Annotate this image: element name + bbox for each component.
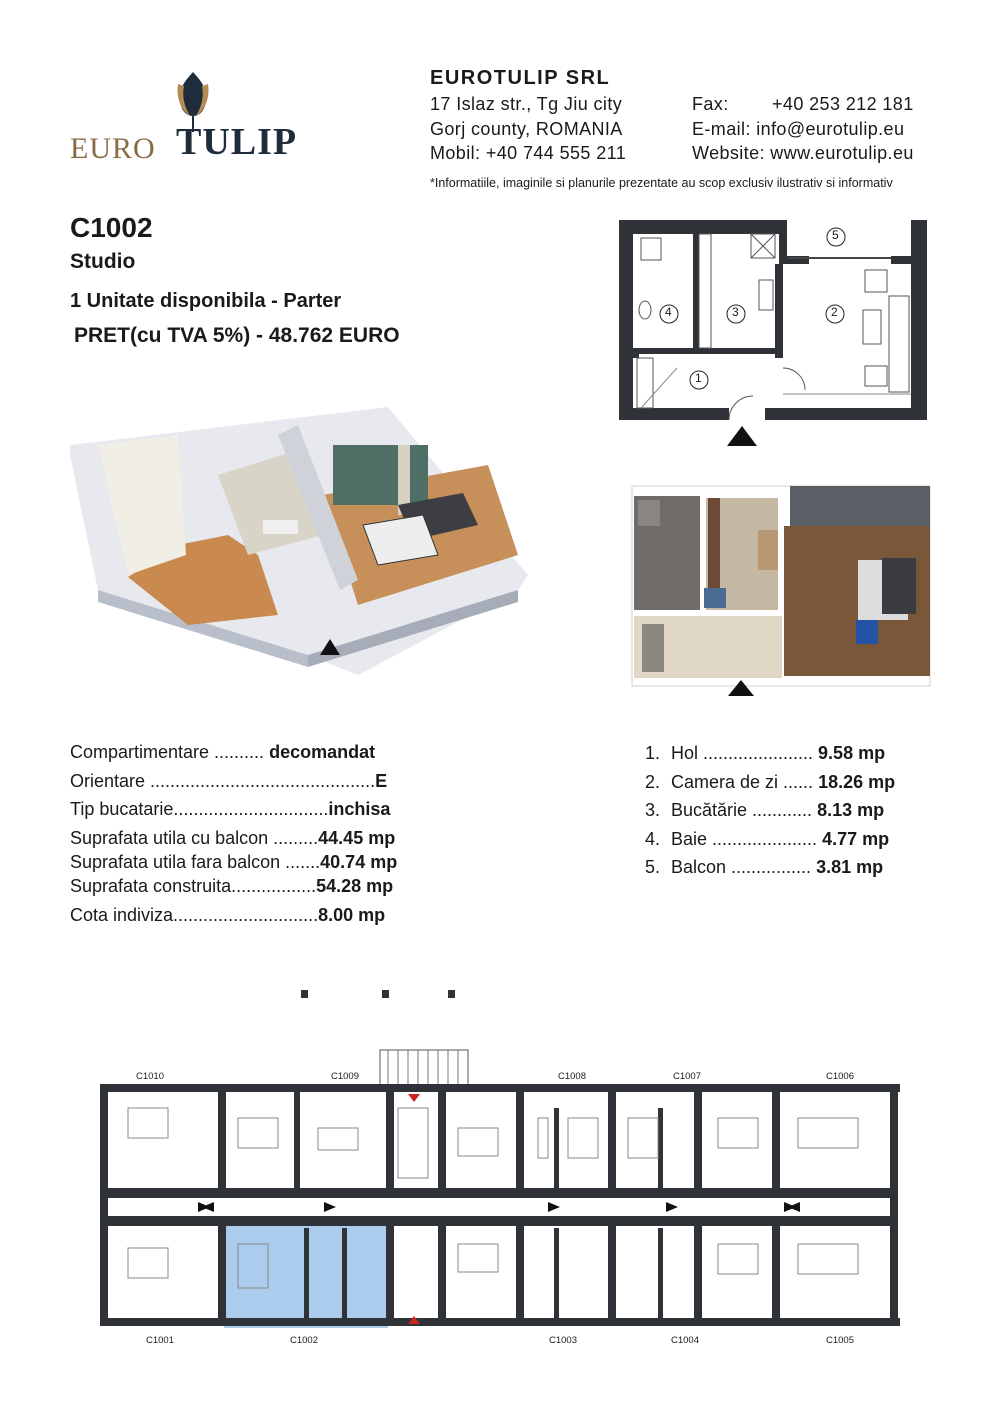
email-line[interactable]: E-mail: info@eurotulip.eu	[692, 119, 905, 139]
room-label: Bucătărie ............	[671, 800, 818, 820]
fax-label: Fax:	[692, 94, 729, 114]
unit-price: PRET(cu TVA 5%) - 48.762 EURO	[74, 324, 400, 347]
building-label-c1007: C1007	[673, 1071, 701, 1082]
room-balcon	[645, 857, 883, 878]
spec-suprafata-cu-balcon	[70, 828, 395, 849]
room-label: Baie .....................	[671, 829, 823, 849]
room-marker-5: 5	[832, 228, 839, 242]
logo-tulip-text: TULIP	[176, 121, 298, 163]
room-marker-3: 3	[732, 305, 739, 319]
spec-value: 44.45 mp	[318, 828, 396, 848]
fax-value: +40 253 212 181	[772, 94, 914, 114]
room-number: 3.	[645, 800, 661, 820]
room-marker-2: 2	[831, 305, 838, 319]
logo	[70, 70, 320, 170]
spec-suprafata-construita	[70, 876, 393, 897]
spec-label: Orientare .............................................	[70, 771, 376, 791]
room-marker-4: 4	[665, 305, 672, 319]
room-number: 5.	[645, 857, 661, 877]
company-name: EUROTULIP SRL	[430, 67, 611, 89]
spec-value: 40.74 mp	[320, 852, 398, 872]
spec-value: 8.00 mp	[318, 905, 386, 925]
room-area: 9.58 mp	[818, 743, 886, 763]
decor-mark	[382, 990, 389, 998]
unit-code: C1002	[70, 212, 153, 243]
building-label-c1006: C1006	[826, 1071, 854, 1082]
spec-label: Suprafata construita.................	[70, 876, 317, 896]
spec-value: E	[375, 771, 388, 791]
building-label-c1004: C1004	[671, 1335, 699, 1346]
decor-mark	[301, 990, 308, 998]
room-area: 4.77 mp	[822, 829, 890, 849]
room-number: 2.	[645, 772, 661, 792]
room-hol	[645, 743, 885, 764]
unit-availability: 1 Unitate disponibila - Parter	[70, 290, 342, 312]
furnished-plan-image	[628, 480, 934, 700]
spec-label: Cota indiviza.............................	[70, 905, 319, 925]
spec-label: Suprafata utila fara balcon .......	[70, 852, 321, 872]
mobile-line: Mobil: +40 744 555 211	[430, 143, 627, 163]
building-label-c1003: C1003	[549, 1335, 577, 1346]
building-label-c1001: C1001	[146, 1335, 174, 1346]
spec-orientare	[70, 771, 387, 792]
spec-tip-bucatarie	[70, 799, 390, 820]
spec-cota-indiviza	[70, 905, 385, 926]
building-label-c1002: C1002	[290, 1335, 318, 1346]
floorplan-drawing	[615, 218, 933, 448]
disclaimer: *Informatiile, imaginile si planurile prezentate au scop exclusiv ilustrativ si informativ	[430, 176, 893, 190]
address-line-2: Gorj county, ROMANIA	[430, 119, 623, 139]
spec-label: Suprafata utila cu balcon .........	[70, 828, 319, 848]
logo-euro-text: EURO	[70, 132, 156, 165]
room-area: 8.13 mp	[817, 800, 885, 820]
spec-value: inchisa	[328, 799, 391, 819]
building-label-c1008: C1008	[558, 1071, 586, 1082]
building-label-c1005: C1005	[826, 1335, 854, 1346]
spec-suprafata-fara-balcon	[70, 852, 397, 873]
room-bucatarie	[645, 800, 884, 821]
room-area: 3.81 mp	[816, 857, 884, 877]
render-3d-image	[68, 405, 538, 690]
room-label: Hol ......................	[671, 743, 819, 763]
spec-label: Compartimentare ..........	[70, 742, 270, 762]
spec-compartimentare	[70, 742, 375, 763]
room-baie	[645, 829, 889, 850]
spec-value: decomandat	[269, 742, 376, 762]
room-marker-1: 1	[695, 371, 702, 385]
decor-mark	[448, 990, 455, 998]
room-label: Camera de zi ......	[671, 772, 819, 792]
address-line-1: 17 Islaz str., Tg Jiu city	[430, 94, 623, 114]
building-label-c1010: C1010	[136, 1071, 164, 1082]
unit-type: Studio	[70, 250, 136, 273]
building-label-c1009: C1009	[331, 1071, 359, 1082]
room-label: Balcon ................	[671, 857, 817, 877]
spec-label: Tip bucatarie...............................	[70, 799, 329, 819]
room-area: 18.26 mp	[818, 772, 896, 792]
room-number: 1.	[645, 743, 661, 763]
website-line[interactable]: Website: www.eurotulip.eu	[692, 143, 914, 163]
room-number: 4.	[645, 829, 661, 849]
building-floorplan	[98, 1048, 900, 1348]
room-camera-de-zi	[645, 772, 895, 793]
spec-value: 54.28 mp	[316, 876, 394, 896]
